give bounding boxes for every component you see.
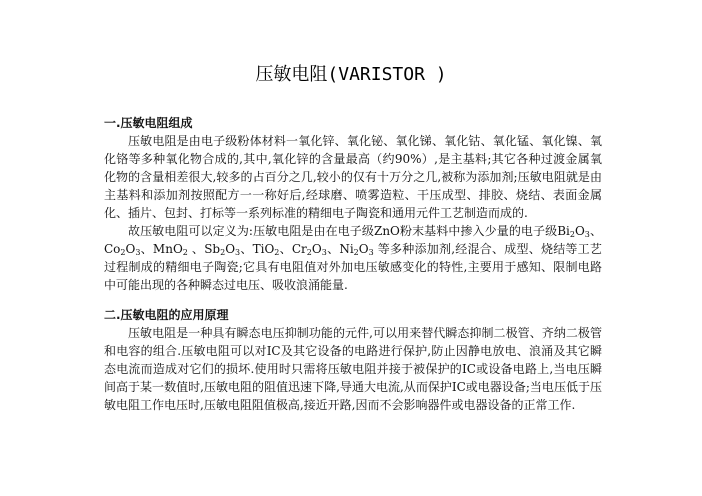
additive-formula (204, 242, 252, 256)
formula-text: Ni (339, 242, 354, 256)
additive-formula (292, 242, 339, 256)
formula-subscript: 2 (220, 248, 226, 257)
formula-text: TiO (252, 242, 275, 256)
formula-subscript: 2 (182, 248, 188, 257)
formula-subscript: 3 (135, 248, 141, 257)
formula-text: O (358, 242, 369, 256)
additive-formula (253, 242, 292, 256)
formula-subscript: 3 (368, 248, 374, 257)
additive-formula (557, 224, 602, 238)
formula-text: 、 (240, 242, 253, 256)
formula-subscript: 3 (584, 230, 590, 239)
formula-subscript: 2 (569, 230, 575, 239)
formula-text: O (311, 242, 322, 256)
formula-text: 、 (326, 242, 340, 256)
formula-text: Bi (557, 224, 570, 238)
formula-subscript: 2 (120, 248, 126, 257)
document-body (104, 114, 602, 414)
formula-text: MnO (152, 242, 183, 256)
section-heading-composition: 一.压敏电阻组成 (104, 116, 193, 130)
formula-text: Sb (204, 242, 221, 256)
formula-text: O (225, 242, 236, 256)
formula-text: O (574, 224, 585, 238)
page-title: 压敏电阻(VARISTOR ) (255, 64, 447, 85)
formula-text: 、 (140, 242, 153, 256)
additive-formula (339, 242, 377, 256)
definition-lead: 故压敏电阻可以定义为:压敏电阻是由在电子级ZnO粉末基料中掺入少量的电子级 (128, 224, 558, 238)
formula-text: Co (104, 242, 121, 256)
section-heading-principle: 二.压敏电阻的应用原理 (104, 308, 229, 322)
paragraph-composition: 压敏电阻是由电子级粉体材料一氧化锌、氧化铋、氧化锑、氧化钴、氧化锰、氧化镍、氧化铬等多种氧化物合成的,其中,氧化锌的含量最高（约90%）,是主基料;其它各种过渡金属氧化物的含量相差很大,较多的占百分之几,较小的仅有十万分之几,被称为添加剂;压敏电阻就是由主基料和添加剂按照配方一一称好后,经球磨、喷雾造粒、干压成型、排胶、烧结、表面金属化、插片、包封、打标等一系列标准的精细电子陶瓷和通用元件工艺制造而成的. (104, 134, 602, 220)
section-gap (104, 294, 602, 306)
formula-text: 、 (187, 242, 205, 256)
additive-formula (104, 242, 153, 256)
paragraph-definition (104, 222, 602, 294)
paragraph-principle: 压敏电阻是一种具有瞬态电压抑制功能的元件,可以用来替代瞬态抑制二极管、齐纳二极管和电容的组合.压敏电阻可以对IC及其它设备的电路进行保护,防止因静电放电、浪涌及其它瞬态电流而造成对它们的损坏.使用时只需将压敏电阻并接于被保护的IC或设备电路上,当电压瞬间高于某一数值时,压敏电阻的阻值迅速下降,导通大电流,从而保护IC或电器设备;当电压低于压敏电阻工作电压时,压敏电阻阻值极高,接近开路,因而不会影响器件或电器设备的正常工作. (104, 326, 602, 412)
additive-formula (153, 242, 204, 256)
formula-subscript: 2 (353, 248, 359, 257)
formula-text: Cr (291, 242, 307, 256)
formula-text: 、 (589, 224, 602, 238)
formula-subscript: 3 (321, 248, 327, 257)
formula-text: O (125, 242, 136, 256)
formula-text: 、 (279, 242, 292, 256)
definition-tail: 等多种添加剂,经混合、成型、烧结等工艺过程制成的精细电子陶瓷;它具有电阻值对外加电压敏感变化的特性,主要用于感知、限制电路中可能出现的各种瞬态过电压、吸收浪涌能量. (104, 242, 602, 292)
formula-subscript: 2 (274, 248, 280, 257)
formula-subscript: 2 (306, 248, 312, 257)
formula-subscript: 3 (235, 248, 241, 257)
